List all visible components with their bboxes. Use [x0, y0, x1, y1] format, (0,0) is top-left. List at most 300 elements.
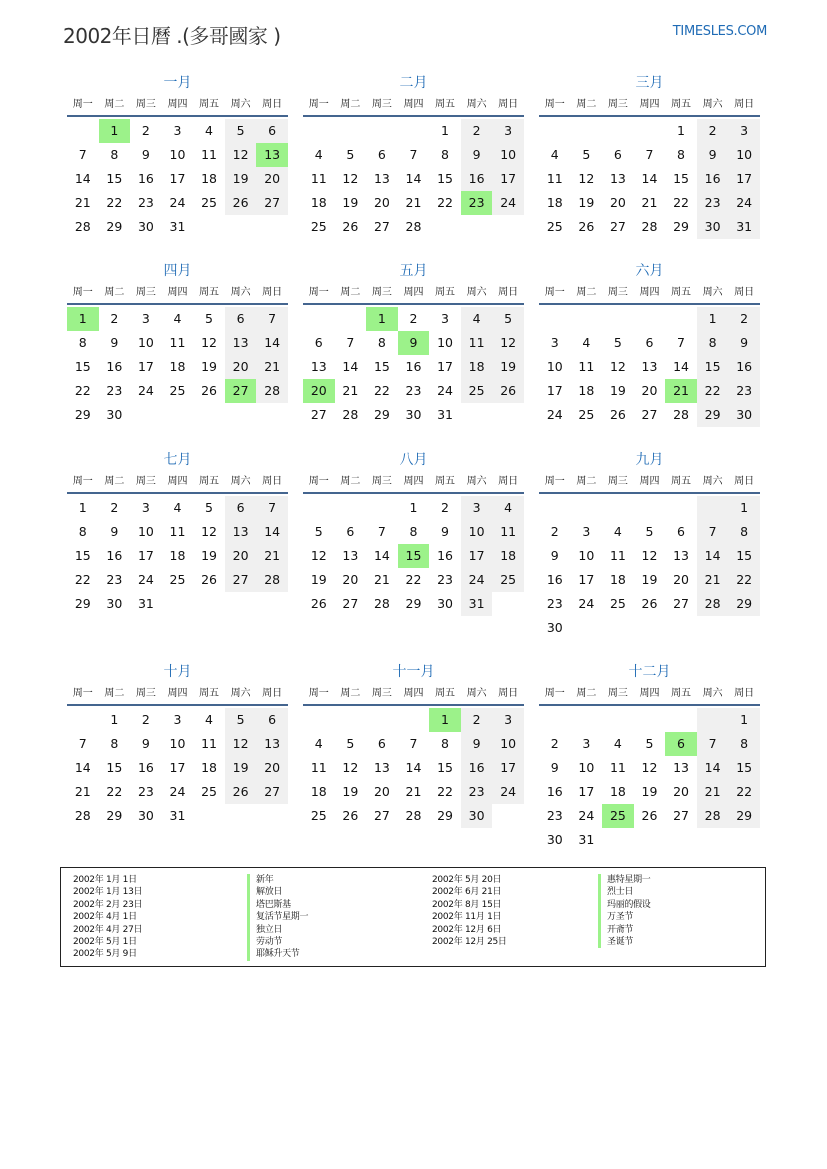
day-cell[interactable]: 31 — [437, 407, 453, 422]
day-cell[interactable]: 15 — [673, 171, 689, 186]
day-cell[interactable]: 5 — [225, 708, 257, 732]
day-cell[interactable]: 23 — [697, 191, 729, 215]
day-cell[interactable]: 6 — [377, 736, 386, 751]
day-cell[interactable]: 16 — [137, 171, 154, 186]
day-cell[interactable]: 10 — [137, 524, 154, 539]
day-cell[interactable]: 25 — [546, 219, 563, 234]
day-cell[interactable]: 3 — [582, 524, 591, 539]
day-cell[interactable]: 25 — [169, 572, 186, 587]
day-cell[interactable]: 21 — [641, 195, 658, 210]
day-cell[interactable]: 30 — [106, 407, 123, 422]
day-cell[interactable]: 7 — [645, 147, 654, 162]
day-cell[interactable]: 15 — [373, 359, 390, 374]
day-cell[interactable]: 8 — [409, 524, 418, 539]
day-cell[interactable]: 27 — [641, 407, 658, 422]
day-cell[interactable]: 28 — [641, 219, 658, 234]
day-cell[interactable]: 19 — [609, 383, 626, 398]
day-cell[interactable]: 13 — [310, 359, 327, 374]
day-cell[interactable]: 26 — [225, 780, 257, 804]
day-cell[interactable]: 13 — [342, 548, 359, 563]
day-cell[interactable]: 24 — [169, 195, 186, 210]
day-cell[interactable]: 18 — [578, 383, 595, 398]
day-cell[interactable]: 14 — [256, 520, 288, 544]
day-cell[interactable]: 11 — [609, 760, 626, 775]
day-cell[interactable]: 9 — [461, 732, 493, 756]
day-cell[interactable]: 21 — [665, 379, 697, 403]
day-cell[interactable]: 7 — [78, 147, 87, 162]
day-cell[interactable]: 5 — [346, 147, 355, 162]
day-cell[interactable]: 28 — [405, 808, 422, 823]
day-cell[interactable]: 28 — [405, 219, 422, 234]
day-cell[interactable]: 9 — [728, 331, 760, 355]
day-cell[interactable]: 17 — [492, 756, 524, 780]
day-cell[interactable]: 9 — [550, 548, 559, 563]
day-cell[interactable]: 20 — [342, 572, 359, 587]
day-cell[interactable]: 31 — [137, 596, 154, 611]
day-cell[interactable]: 7 — [697, 732, 729, 756]
day-cell[interactable]: 29 — [74, 596, 91, 611]
day-cell[interactable]: 4 — [613, 524, 622, 539]
day-cell[interactable]: 26 — [578, 219, 595, 234]
day-cell[interactable]: 27 — [673, 596, 689, 611]
day-cell[interactable]: 10 — [437, 335, 453, 350]
day-cell[interactable]: 19 — [578, 195, 595, 210]
day-cell[interactable]: 16 — [461, 756, 493, 780]
day-cell[interactable]: 9 — [141, 736, 150, 751]
day-cell[interactable]: 15 — [106, 171, 123, 186]
day-cell[interactable]: 5 — [613, 335, 622, 350]
day-cell[interactable]: 4 — [492, 496, 524, 520]
day-cell[interactable]: 18 — [609, 572, 626, 587]
day-cell[interactable]: 13 — [673, 760, 689, 775]
day-cell[interactable]: 30 — [546, 832, 563, 847]
day-cell[interactable]: 25 — [169, 383, 186, 398]
day-cell[interactable]: 20 — [641, 383, 658, 398]
day-cell[interactable]: 14 — [697, 544, 729, 568]
day-cell[interactable]: 16 — [137, 760, 154, 775]
day-cell[interactable]: 12 — [201, 335, 217, 350]
day-cell[interactable]: 3 — [492, 119, 524, 143]
day-cell[interactable]: 8 — [110, 736, 119, 751]
day-cell[interactable]: 16 — [546, 784, 563, 799]
day-cell[interactable]: 5 — [205, 500, 213, 515]
day-cell[interactable]: 31 — [461, 592, 493, 616]
day-cell[interactable]: 24 — [492, 780, 524, 804]
day-cell[interactable]: 29 — [728, 804, 760, 828]
day-cell[interactable]: 11 — [492, 520, 524, 544]
day-cell[interactable]: 14 — [342, 359, 359, 374]
day-cell[interactable]: 29 — [697, 403, 729, 427]
day-cell[interactable]: 22 — [373, 383, 390, 398]
day-cell[interactable]: 6 — [225, 307, 257, 331]
day-cell[interactable]: 28 — [697, 804, 729, 828]
day-cell[interactable]: 29 — [74, 407, 91, 422]
day-cell[interactable]: 30 — [437, 596, 453, 611]
day-cell[interactable]: 9 — [141, 147, 150, 162]
day-cell[interactable]: 17 — [546, 383, 563, 398]
day-cell[interactable]: 21 — [74, 195, 91, 210]
day-cell[interactable]: 18 — [169, 359, 186, 374]
day-cell[interactable]: 27 — [256, 191, 288, 215]
day-cell[interactable]: 30 — [106, 596, 123, 611]
day-cell[interactable]: 13 — [609, 171, 626, 186]
day-cell[interactable]: 10 — [546, 359, 563, 374]
day-cell[interactable]: 4 — [205, 712, 213, 727]
day-cell[interactable]: 3 — [173, 123, 182, 138]
day-cell[interactable]: 20 — [303, 379, 335, 403]
day-cell[interactable]: 5 — [225, 119, 257, 143]
day-cell[interactable]: 24 — [437, 383, 453, 398]
day-cell[interactable]: 21 — [697, 568, 729, 592]
day-cell[interactable]: 17 — [728, 167, 760, 191]
day-cell[interactable]: 17 — [578, 784, 595, 799]
day-cell[interactable]: 2 — [697, 119, 729, 143]
day-cell[interactable]: 23 — [137, 195, 154, 210]
day-cell[interactable]: 17 — [461, 544, 493, 568]
day-cell[interactable]: 29 — [728, 592, 760, 616]
day-cell[interactable]: 28 — [373, 596, 390, 611]
day-cell[interactable]: 24 — [492, 191, 524, 215]
day-cell[interactable]: 1 — [366, 307, 398, 331]
day-cell[interactable]: 29 — [673, 219, 689, 234]
day-cell[interactable]: 3 — [550, 335, 559, 350]
day-cell[interactable]: 20 — [256, 167, 288, 191]
day-cell[interactable]: 22 — [437, 195, 453, 210]
day-cell[interactable]: 4 — [173, 500, 182, 515]
day-cell[interactable]: 7 — [256, 307, 288, 331]
day-cell[interactable]: 12 — [342, 171, 359, 186]
day-cell[interactable]: 1 — [67, 307, 99, 331]
day-cell[interactable]: 1 — [110, 712, 119, 727]
day-cell[interactable]: 12 — [225, 732, 257, 756]
day-cell[interactable]: 6 — [256, 708, 288, 732]
day-cell[interactable]: 4 — [173, 311, 182, 326]
day-cell[interactable]: 21 — [373, 572, 390, 587]
day-cell[interactable]: 9 — [550, 760, 559, 775]
brand-logo-text[interactable]: TIMESLES.COM — [672, 24, 767, 39]
day-cell[interactable]: 14 — [256, 331, 288, 355]
day-cell[interactable]: 9 — [461, 143, 493, 167]
day-cell[interactable]: 26 — [342, 808, 359, 823]
day-cell[interactable]: 14 — [673, 359, 689, 374]
day-cell[interactable]: 26 — [641, 596, 658, 611]
day-cell[interactable]: 25 — [492, 568, 524, 592]
day-cell[interactable]: 8 — [677, 147, 685, 162]
day-cell[interactable]: 23 — [546, 808, 563, 823]
day-cell[interactable]: 28 — [697, 592, 729, 616]
day-cell[interactable]: 4 — [205, 123, 213, 138]
day-cell[interactable]: 17 — [169, 760, 186, 775]
day-cell[interactable]: 31 — [169, 808, 186, 823]
day-cell[interactable]: 22 — [728, 568, 760, 592]
day-cell[interactable]: 6 — [665, 732, 697, 756]
day-cell[interactable]: 22 — [74, 383, 91, 398]
day-cell[interactable]: 23 — [461, 191, 493, 215]
day-cell[interactable]: 18 — [609, 784, 626, 799]
day-cell[interactable]: 16 — [546, 572, 563, 587]
day-cell[interactable]: 4 — [550, 147, 559, 162]
day-cell[interactable]: 14 — [641, 171, 658, 186]
day-cell[interactable]: 25 — [310, 808, 327, 823]
day-cell[interactable]: 27 — [342, 596, 359, 611]
day-cell[interactable]: 25 — [201, 784, 217, 799]
day-cell[interactable]: 2 — [461, 119, 493, 143]
day-cell[interactable]: 26 — [201, 572, 217, 587]
day-cell[interactable]: 18 — [492, 544, 524, 568]
day-cell[interactable]: 24 — [578, 808, 595, 823]
day-cell[interactable]: 3 — [582, 736, 591, 751]
day-cell[interactable]: 15 — [437, 171, 453, 186]
day-cell[interactable]: 21 — [342, 383, 359, 398]
day-cell[interactable]: 1 — [441, 123, 449, 138]
day-cell[interactable]: 5 — [314, 524, 323, 539]
day-cell[interactable]: 12 — [609, 359, 626, 374]
day-cell[interactable]: 6 — [613, 147, 622, 162]
day-cell[interactable]: 15 — [728, 544, 760, 568]
day-cell[interactable]: 2 — [110, 311, 119, 326]
day-cell[interactable]: 2 — [141, 123, 150, 138]
day-cell[interactable]: 5 — [645, 524, 654, 539]
day-cell[interactable]: 13 — [673, 548, 689, 563]
day-cell[interactable]: 26 — [641, 808, 658, 823]
day-cell[interactable]: 15 — [437, 760, 453, 775]
day-cell[interactable]: 20 — [256, 756, 288, 780]
day-cell[interactable]: 4 — [461, 307, 493, 331]
day-cell[interactable]: 3 — [728, 119, 760, 143]
day-cell[interactable]: 31 — [728, 215, 760, 239]
day-cell[interactable]: 11 — [201, 147, 217, 162]
day-cell[interactable]: 11 — [169, 335, 186, 350]
day-cell[interactable]: 11 — [169, 524, 186, 539]
day-cell[interactable]: 7 — [256, 496, 288, 520]
day-cell[interactable]: 14 — [373, 548, 390, 563]
day-cell[interactable]: 19 — [225, 167, 257, 191]
day-cell[interactable]: 8 — [728, 520, 760, 544]
day-cell[interactable]: 28 — [256, 568, 288, 592]
day-cell[interactable]: 19 — [201, 548, 217, 563]
day-cell[interactable]: 20 — [373, 784, 390, 799]
day-cell[interactable]: 12 — [342, 760, 359, 775]
day-cell[interactable]: 11 — [609, 548, 626, 563]
day-cell[interactable]: 6 — [645, 335, 654, 350]
day-cell[interactable]: 30 — [728, 403, 760, 427]
day-cell[interactable]: 8 — [78, 335, 87, 350]
day-cell[interactable]: 19 — [310, 572, 327, 587]
day-cell[interactable]: 22 — [728, 780, 760, 804]
day-cell[interactable]: 10 — [169, 736, 186, 751]
day-cell[interactable]: 16 — [106, 548, 123, 563]
day-cell[interactable]: 20 — [225, 355, 257, 379]
day-cell[interactable]: 27 — [225, 379, 257, 403]
day-cell[interactable]: 17 — [437, 359, 453, 374]
day-cell[interactable]: 15 — [106, 760, 123, 775]
day-cell[interactable]: 26 — [492, 379, 524, 403]
day-cell[interactable]: 2 — [728, 307, 760, 331]
day-cell[interactable]: 28 — [74, 808, 91, 823]
day-cell[interactable]: 12 — [641, 760, 658, 775]
day-cell[interactable]: 2 — [550, 736, 559, 751]
day-cell[interactable]: 8 — [441, 736, 449, 751]
day-cell[interactable]: 27 — [225, 568, 257, 592]
day-cell[interactable]: 10 — [461, 520, 493, 544]
day-cell[interactable]: 10 — [492, 143, 524, 167]
day-cell[interactable]: 19 — [342, 784, 359, 799]
day-cell[interactable]: 19 — [492, 355, 524, 379]
day-cell[interactable]: 11 — [310, 760, 327, 775]
day-cell[interactable]: 16 — [728, 355, 760, 379]
day-cell[interactable]: 15 — [74, 359, 91, 374]
day-cell[interactable]: 24 — [169, 784, 186, 799]
day-cell[interactable]: 30 — [697, 215, 729, 239]
day-cell[interactable]: 10 — [578, 760, 595, 775]
day-cell[interactable]: 24 — [546, 407, 563, 422]
day-cell[interactable]: 19 — [641, 784, 658, 799]
day-cell[interactable]: 23 — [437, 572, 453, 587]
day-cell[interactable]: 13 — [373, 760, 390, 775]
day-cell[interactable]: 1 — [728, 496, 760, 520]
day-cell[interactable]: 26 — [201, 383, 217, 398]
day-cell[interactable]: 4 — [613, 736, 622, 751]
day-cell[interactable]: 24 — [137, 383, 154, 398]
day-cell[interactable]: 29 — [373, 407, 390, 422]
day-cell[interactable]: 15 — [74, 548, 91, 563]
day-cell[interactable]: 7 — [409, 147, 418, 162]
day-cell[interactable]: 9 — [441, 524, 449, 539]
day-cell[interactable]: 15 — [697, 355, 729, 379]
day-cell[interactable]: 11 — [546, 171, 563, 186]
day-cell[interactable]: 16 — [106, 359, 123, 374]
day-cell[interactable]: 7 — [677, 335, 685, 350]
day-cell[interactable]: 9 — [697, 143, 729, 167]
day-cell[interactable]: 27 — [673, 808, 689, 823]
day-cell[interactable]: 3 — [492, 708, 524, 732]
day-cell[interactable]: 4 — [314, 147, 323, 162]
day-cell[interactable]: 27 — [373, 808, 390, 823]
day-cell[interactable]: 2 — [409, 311, 418, 326]
day-cell[interactable]: 24 — [578, 596, 595, 611]
day-cell[interactable]: 29 — [106, 808, 123, 823]
day-cell[interactable]: 5 — [346, 736, 355, 751]
day-cell[interactable]: 25 — [201, 195, 217, 210]
day-cell[interactable]: 20 — [609, 195, 626, 210]
day-cell[interactable]: 10 — [169, 147, 186, 162]
day-cell[interactable]: 11 — [201, 736, 217, 751]
day-cell[interactable]: 19 — [641, 572, 658, 587]
day-cell[interactable]: 9 — [110, 524, 119, 539]
day-cell[interactable]: 25 — [461, 379, 493, 403]
day-cell[interactable]: 7 — [78, 736, 87, 751]
day-cell[interactable]: 2 — [550, 524, 559, 539]
day-cell[interactable]: 10 — [578, 548, 595, 563]
day-cell[interactable]: 21 — [697, 780, 729, 804]
day-cell[interactable]: 15 — [728, 756, 760, 780]
day-cell[interactable]: 11 — [310, 171, 327, 186]
day-cell[interactable]: 21 — [256, 355, 288, 379]
day-cell[interactable]: 22 — [106, 195, 123, 210]
day-cell[interactable]: 7 — [346, 335, 355, 350]
day-cell[interactable]: 16 — [437, 548, 453, 563]
day-cell[interactable]: 17 — [169, 171, 186, 186]
day-cell[interactable]: 15 — [398, 544, 430, 568]
day-cell[interactable]: 10 — [137, 335, 154, 350]
day-cell[interactable]: 24 — [728, 191, 760, 215]
day-cell[interactable]: 22 — [74, 572, 91, 587]
day-cell[interactable]: 30 — [546, 620, 563, 635]
day-cell[interactable]: 27 — [609, 219, 626, 234]
day-cell[interactable]: 2 — [110, 500, 119, 515]
day-cell[interactable]: 8 — [697, 331, 729, 355]
day-cell[interactable]: 7 — [409, 736, 418, 751]
day-cell[interactable]: 7 — [697, 520, 729, 544]
day-cell[interactable]: 20 — [225, 544, 257, 568]
day-cell[interactable]: 23 — [405, 383, 422, 398]
day-cell[interactable]: 9 — [398, 331, 430, 355]
day-cell[interactable]: 11 — [578, 359, 595, 374]
day-cell[interactable]: 5 — [582, 147, 591, 162]
day-cell[interactable]: 1 — [728, 708, 760, 732]
day-cell[interactable]: 16 — [697, 167, 729, 191]
day-cell[interactable]: 5 — [645, 736, 654, 751]
day-cell[interactable]: 6 — [314, 335, 323, 350]
day-cell[interactable]: 5 — [492, 307, 524, 331]
day-cell[interactable]: 30 — [405, 407, 422, 422]
day-cell[interactable]: 17 — [578, 572, 595, 587]
day-cell[interactable]: 18 — [546, 195, 563, 210]
day-cell[interactable]: 13 — [373, 171, 390, 186]
day-cell[interactable]: 17 — [137, 359, 154, 374]
day-cell[interactable]: 22 — [437, 784, 453, 799]
day-cell[interactable]: 12 — [310, 548, 327, 563]
day-cell[interactable]: 1 — [409, 500, 418, 515]
day-cell[interactable]: 6 — [256, 119, 288, 143]
day-cell[interactable]: 14 — [405, 171, 422, 186]
day-cell[interactable]: 19 — [225, 756, 257, 780]
day-cell[interactable]: 6 — [346, 524, 355, 539]
day-cell[interactable]: 28 — [256, 379, 288, 403]
day-cell[interactable]: 24 — [137, 572, 154, 587]
day-cell[interactable]: 16 — [405, 359, 422, 374]
day-cell[interactable]: 9 — [110, 335, 119, 350]
day-cell[interactable]: 8 — [78, 524, 87, 539]
day-cell[interactable]: 26 — [609, 407, 626, 422]
day-cell[interactable]: 28 — [74, 219, 91, 234]
day-cell[interactable]: 14 — [405, 760, 422, 775]
day-cell[interactable]: 11 — [461, 331, 493, 355]
day-cell[interactable]: 23 — [728, 379, 760, 403]
day-cell[interactable]: 14 — [697, 756, 729, 780]
day-cell[interactable]: 8 — [377, 335, 386, 350]
day-cell[interactable]: 27 — [256, 780, 288, 804]
day-cell[interactable]: 4 — [314, 736, 323, 751]
day-cell[interactable]: 23 — [461, 780, 493, 804]
day-cell[interactable]: 3 — [441, 311, 449, 326]
day-cell[interactable]: 20 — [373, 195, 390, 210]
day-cell[interactable]: 25 — [609, 596, 626, 611]
day-cell[interactable]: 23 — [106, 383, 123, 398]
day-cell[interactable]: 8 — [441, 147, 449, 162]
day-cell[interactable]: 3 — [141, 311, 150, 326]
day-cell[interactable]: 10 — [728, 143, 760, 167]
day-cell[interactable]: 1 — [78, 500, 87, 515]
day-cell[interactable]: 30 — [137, 219, 154, 234]
day-cell[interactable]: 23 — [546, 596, 563, 611]
day-cell[interactable]: 31 — [578, 832, 595, 847]
day-cell[interactable]: 12 — [201, 524, 217, 539]
day-cell[interactable]: 6 — [377, 147, 386, 162]
day-cell[interactable]: 31 — [169, 219, 186, 234]
day-cell[interactable]: 17 — [137, 548, 154, 563]
day-cell[interactable]: 1 — [99, 119, 131, 143]
